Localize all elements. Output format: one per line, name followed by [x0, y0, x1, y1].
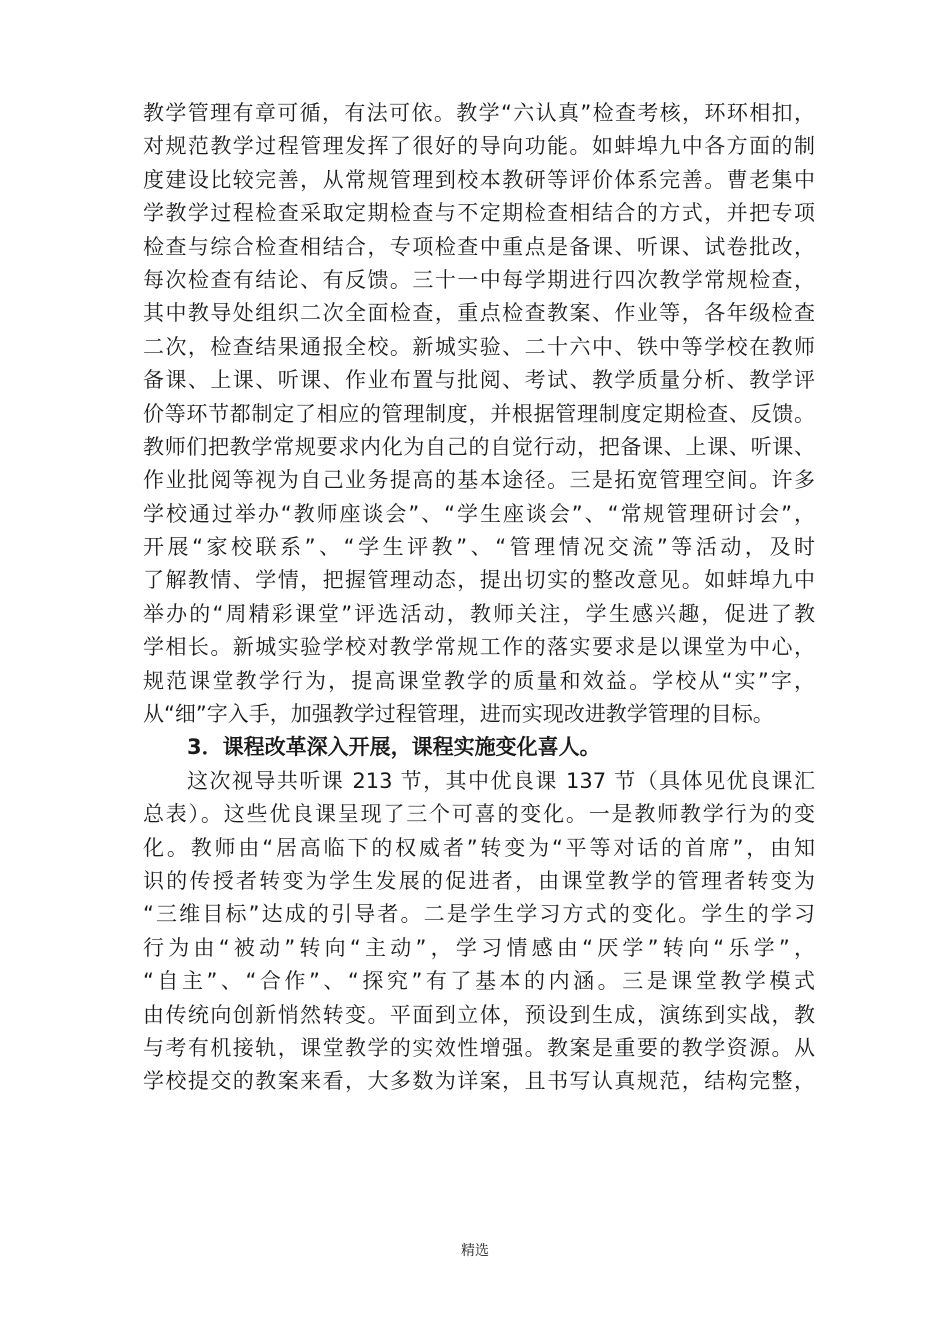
text-line: 二次，检查结果通报全校。新城实验、二十六中、铁中等学校在教师: [143, 334, 815, 359]
text-line: 检查与综合检查相结合，专项检查中重点是备课、听课、试卷批改，: [143, 234, 815, 259]
text-line: “自主”、“合作”、“探究”有了基本的内涵。三是课堂教学模式: [143, 969, 815, 994]
text-line: 总表）。这些优良课呈现了三个可喜的变化。一是教师教学行为的变: [143, 802, 815, 827]
text-line: 开展“家校联系”、“学生评教”、“管理情况交流”等活动，及时: [143, 535, 815, 560]
page-footer: 精选: [461, 1243, 489, 1259]
text-line: 举办的“周精彩课堂”评选活动，教师关注，学生感兴趣，促进了教: [143, 601, 815, 626]
text-line: 规范课堂教学行为，提高课堂教学的质量和效益。学校从“实”字，: [143, 668, 815, 693]
text-line: 识的传授者转变为学生发展的促进者，由课堂教学的管理者转变为: [143, 868, 815, 893]
text-line: 对规范教学过程管理发挥了很好的导向功能。如蚌埠九中各方面的制: [143, 134, 815, 159]
text-line: 行为由“被动”转向“主动”，学习情感由“厌学”转向“乐学”，: [143, 935, 815, 960]
document-body: [143, 97, 815, 1099]
text-line: 教学管理有章可循，有法可依。教学“六认真”检查考核，环环相扣，: [143, 101, 815, 125]
text-line: 学教学过程检查采取定期检查与不定期检查相结合的方式，并把专项: [143, 201, 815, 226]
text-line: 这次视导共听课 213 节，其中优良课 137 节（具体见优良课汇: [187, 768, 815, 793]
text-line: 其中教导处组织二次全面检查，重点检查教案、作业等，各年级检查: [143, 301, 815, 326]
text-line: 价等环节都制定了相应的管理制度，并根据管理制度定期检查、反馈。: [143, 401, 815, 426]
text-line: 学校通过举办“教师座谈会”、“学生座谈会”、“常规管理研讨会”，: [143, 501, 815, 526]
text-line: 备课、上课、听课、作业布置与批阅、考试、教学质量分析、教学评: [143, 368, 815, 393]
text-line: 从“细”字入手，加强教学过程管理，进而实现改进教学管理的目标。: [143, 702, 774, 727]
text-line: 作业批阅等视为自己业务提高的基本途径。三是拓宽管理空间。许多: [143, 468, 815, 493]
text-line: 了解教情、学情，把握管理动态，提出切实的整改意见。如蚌埠九中: [143, 568, 815, 593]
text-line: 与考有机接轨，课堂教学的实效性增强。教案是重要的教学资源。从: [143, 1035, 815, 1060]
text-line: “三维目标”达成的引导者。二是学生学习方式的变化。学生的学习: [143, 902, 815, 927]
text-line: 教师们把教学常规要求内化为自己的自觉行动，把备课、上课、听课、: [143, 434, 815, 459]
text-line: 由传统向创新悄然转变。平面到立体，预设到生成，演练到实战，教: [143, 1002, 815, 1027]
section-heading: 3．课程改革深入开展，课程实施变化喜人。: [187, 735, 601, 760]
text-line: 学相长。新城实验学校对教学常规工作的落实要求是以课堂为中心，: [143, 635, 815, 660]
text-line: 学校提交的教案来看，大多数为详案，且书写认真规范，结构完整，: [143, 1069, 815, 1094]
text-line: 化。教师由“居高临下的权威者”转变为“平等对话的首席”，由知: [143, 835, 815, 860]
text-line: 每次检查有结论、有反馈。三十一中每学期进行四次教学常规检查，: [143, 267, 815, 292]
text-line: 度建设比较完善，从常规管理到校本教研等评价体系完善。曹老集中: [143, 167, 815, 192]
